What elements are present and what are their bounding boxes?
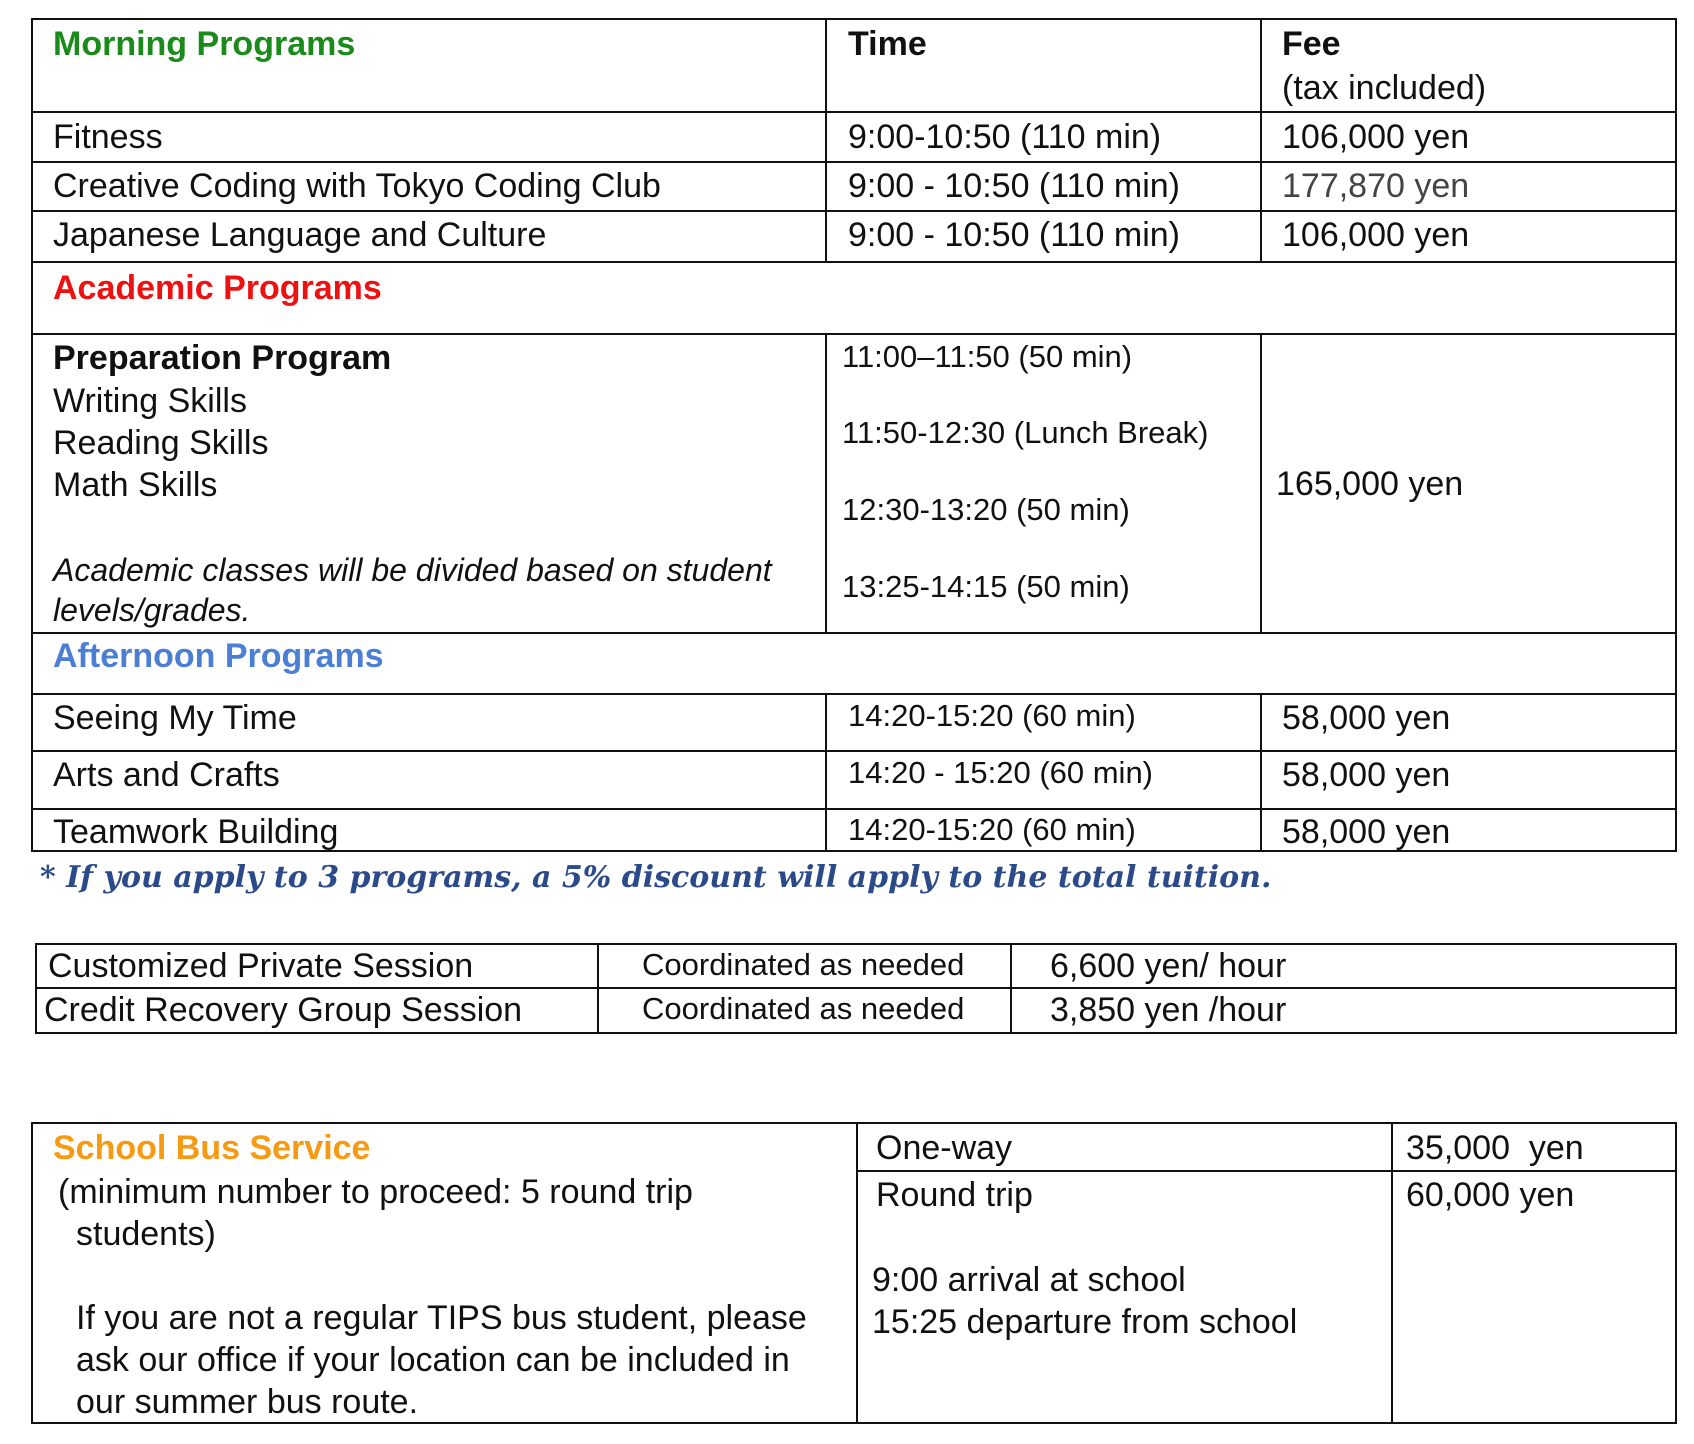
program-name: Japanese Language and Culture [53, 216, 547, 254]
afternoon-programs-heading: Afternoon Programs [53, 637, 384, 675]
program-fee: 58,000 yen [1282, 756, 1451, 794]
session-time: Coordinated as needed [642, 947, 965, 982]
academic-note: levels/grades. [53, 592, 251, 628]
program-time: 14:20 - 15:20 (60 min) [848, 755, 1154, 790]
academic-time: 11:00–11:50 (50 min) [842, 339, 1133, 374]
academic-item: Writing Skills [53, 382, 247, 420]
bus-info: If you are not a regular TIPS bus student, please [76, 1299, 807, 1337]
program-time: 14:20-15:20 (60 min) [848, 812, 1136, 847]
bus-oneway-label: One-way [876, 1129, 1013, 1167]
bus-round-fee: 60,000 yen [1406, 1176, 1575, 1214]
program-time: 9:00 - 10:50 (110 min) [848, 167, 1180, 205]
program-time: 9:00 - 10:50 (110 min) [848, 216, 1180, 254]
program-fee: 106,000 yen [1282, 118, 1470, 156]
academic-fee: 165,000 yen [1276, 465, 1464, 503]
bus-minimum-note: students) [76, 1215, 216, 1253]
bus-oneway-fee: 35,000 yen [1406, 1129, 1584, 1167]
bus-departure-time: 15:25 departure from school [872, 1303, 1298, 1341]
bus-arrival-time: 9:00 arrival at school [872, 1261, 1186, 1299]
time-column-header: Time [848, 25, 927, 63]
program-name: Creative Coding with Tokyo Coding Club [53, 167, 661, 205]
program-name: Seeing My Time [53, 699, 297, 737]
academic-time: 12:30-13:20 (50 min) [842, 492, 1130, 527]
discount-note: * If you apply to 3 programs, a 5% discount will apply to the total tuition. [40, 860, 1272, 895]
fee-column-header: Fee [1282, 25, 1341, 63]
bus-minimum-note: (minimum number to proceed: 5 round trip [58, 1173, 693, 1211]
program-name: Teamwork Building [53, 813, 339, 851]
program-name: Arts and Crafts [53, 756, 280, 794]
program-fee: 177,870 yen [1282, 167, 1470, 205]
session-time: Coordinated as needed [642, 991, 965, 1026]
program-fee: 58,000 yen [1282, 699, 1451, 737]
academic-time: 11:50-12:30 (Lunch Break) [842, 415, 1209, 450]
academic-item: Reading Skills [53, 424, 269, 462]
program-name: Fitness [53, 118, 163, 156]
fee-tax-note: (tax included) [1282, 69, 1487, 107]
program-time: 9:00-10:50 (110 min) [848, 118, 1162, 156]
bus-info: our summer bus route. [76, 1383, 419, 1421]
school-bus-heading: School Bus Service [53, 1129, 371, 1167]
session-fee: 6,600 yen/ hour [1050, 947, 1287, 985]
preparation-program-title: Preparation Program [53, 339, 392, 377]
session-name: Credit Recovery Group Session [44, 991, 523, 1029]
bus-info: ask our office if your location can be included in [76, 1341, 790, 1379]
program-fee: 106,000 yen [1282, 216, 1470, 254]
academic-item: Math Skills [53, 466, 218, 504]
morning-programs-heading: Morning Programs [53, 25, 356, 63]
session-fee: 3,850 yen /hour [1050, 991, 1287, 1029]
academic-time: 13:25-14:15 (50 min) [842, 569, 1130, 604]
session-name: Customized Private Session [48, 947, 474, 985]
program-fee: 58,000 yen [1282, 813, 1451, 851]
academic-note: Academic classes will be divided based on student [53, 552, 772, 588]
bus-round-label: Round trip [876, 1176, 1033, 1214]
program-time: 14:20-15:20 (60 min) [848, 698, 1136, 733]
academic-programs-heading: Academic Programs [53, 269, 382, 307]
